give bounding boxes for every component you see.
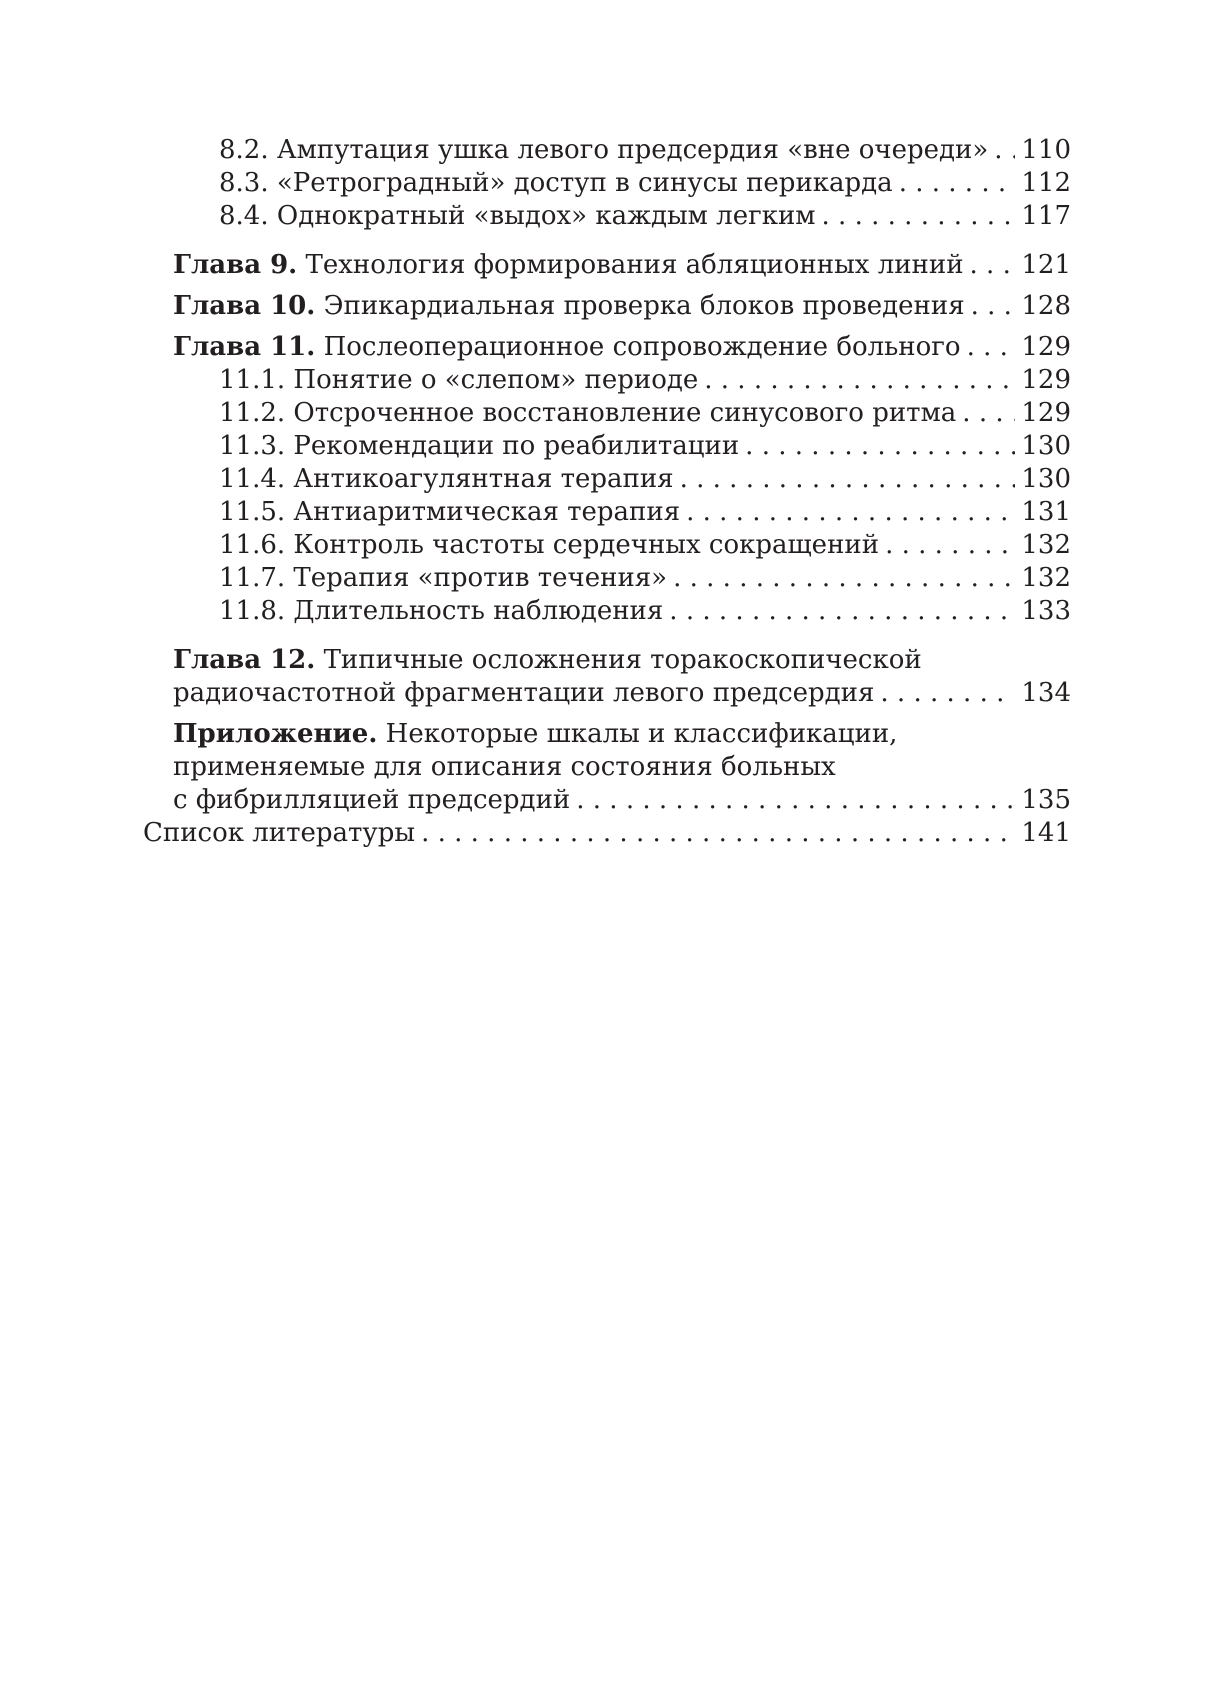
dot-leader [994, 134, 1015, 167]
dot-leader [576, 784, 1015, 817]
toc-entry-page: 133 [1021, 596, 1071, 626]
dot-leader [421, 817, 1015, 850]
dot-leader [899, 167, 1016, 200]
toc-appendix [143, 784, 1071, 817]
toc-entry-title: 8.3. «Ретроградный» доступ в синусы перикарда [219, 168, 893, 198]
toc-entry-11-7 [143, 562, 1071, 595]
toc-entry-page: 132 [1021, 563, 1071, 593]
toc-chapter-page: 121 [1021, 250, 1071, 280]
toc-chapter-10 [143, 290, 1071, 323]
dot-leader [704, 364, 1015, 397]
toc-chapter-title [173, 249, 964, 282]
toc-entry-page: 110 [1021, 135, 1071, 165]
dot-leader [673, 562, 1015, 595]
toc-appendix-line1 [143, 718, 1071, 751]
chapter-label: Глава 9. [173, 250, 298, 280]
references-title: Список литературы [143, 818, 416, 848]
toc-entry-title: 11.7. Терапия «против течения» [219, 563, 668, 593]
toc-appendix-line2 [143, 751, 1071, 784]
appendix-title-text: применяемые для описания состояния больных [173, 752, 836, 782]
toc-appendix-page: 135 [1021, 785, 1071, 815]
appendix-label: Приложение. [173, 719, 378, 749]
toc-chapter-page: 129 [1021, 332, 1071, 362]
toc-entry-8-2 [143, 134, 1071, 167]
dot-leader [970, 249, 1016, 282]
toc-entry-page: 132 [1021, 530, 1071, 560]
toc-entry-title: 11.6. Контроль частоты сердечных сокращений [219, 530, 880, 560]
chapter-label: Глава 10. [173, 291, 316, 321]
dot-leader [822, 200, 1016, 233]
dot-leader [971, 290, 1016, 323]
dot-leader [680, 463, 1016, 496]
toc-entry-title: 11.2. Отсроченное восстановление синусового ритма [219, 398, 957, 428]
toc-chapter-12-line1 [143, 644, 1071, 677]
toc-entry-11-2 [143, 397, 1071, 430]
dot-leader [880, 677, 1015, 710]
toc-chapter-page: 128 [1021, 291, 1071, 321]
toc-entry-title: 11.5. Антиаритмическая терапия [219, 497, 681, 527]
dot-leader [745, 430, 1015, 463]
toc-chapter-page: 134 [1021, 678, 1071, 708]
toc-entry-8-4 [143, 200, 1071, 233]
dot-leader [962, 397, 1015, 430]
toc-chapter-title: радиочастотной фрагментации левого предсердия [173, 678, 875, 708]
toc-entry-11-6 [143, 529, 1071, 562]
appendix-title-text: Некоторые шкалы и классификации, [377, 719, 898, 749]
toc-entry-title: 8.4. Однократный «выдох» каждым легким [219, 201, 816, 231]
dot-leader [686, 496, 1015, 529]
toc-entry-8-3 [143, 167, 1071, 200]
toc-entry-page: 129 [1021, 398, 1071, 428]
references-page: 141 [1021, 818, 1071, 848]
dot-leader [967, 331, 1016, 364]
toc-chapter-11 [143, 331, 1071, 364]
toc-entry-title: 11.3. Рекомендации по реабилитации [219, 431, 740, 461]
toc-entry-11-8 [143, 595, 1071, 628]
toc-entry-page: 112 [1021, 168, 1071, 198]
appendix-title-text: с фибрилляцией предсердий [173, 785, 571, 815]
toc-chapter-title [173, 290, 965, 323]
toc-entry-page: 129 [1021, 365, 1071, 395]
toc-entry-11-1 [143, 364, 1071, 397]
toc-entry-11-3 [143, 430, 1071, 463]
toc-entry-title: 8.2. Ампутация ушка левого предсердия «вне очереди» [219, 135, 989, 165]
chapter-title-text: Технология формирования абляционных линий [297, 250, 964, 280]
chapter-title-text: Послеоперационное сопровождение больного [315, 332, 961, 362]
toc-entry-11-4 [143, 463, 1071, 496]
toc-chapter-9 [143, 249, 1071, 282]
dot-leader [885, 529, 1015, 562]
chapter-label: Глава 11. [173, 332, 316, 362]
chapter-label: Глава 12. [173, 645, 316, 675]
toc-chapter-12 [143, 677, 1071, 710]
table-of-contents [143, 134, 1071, 850]
toc-entry-title: 11.4. Антикоагулянтная терапия [219, 464, 674, 494]
toc-entry-11-5 [143, 496, 1071, 529]
toc-entry-page: 130 [1021, 431, 1071, 461]
chapter-title-text: Эпикардиальная проверка блоков проведения [315, 291, 965, 321]
toc-chapter-title [173, 331, 961, 364]
toc-entry-title: 11.1. Понятие о «слепом» периоде [219, 365, 699, 395]
toc-entry-page: 117 [1021, 201, 1071, 231]
chapter-title-text: Типичные осложнения торакоскопической [315, 645, 922, 675]
toc-entry-title: 11.8. Длительность наблюдения [219, 596, 664, 626]
dot-leader [669, 595, 1015, 628]
toc-references [143, 817, 1071, 850]
toc-entry-page: 130 [1021, 464, 1071, 494]
toc-entry-page: 131 [1021, 497, 1071, 527]
